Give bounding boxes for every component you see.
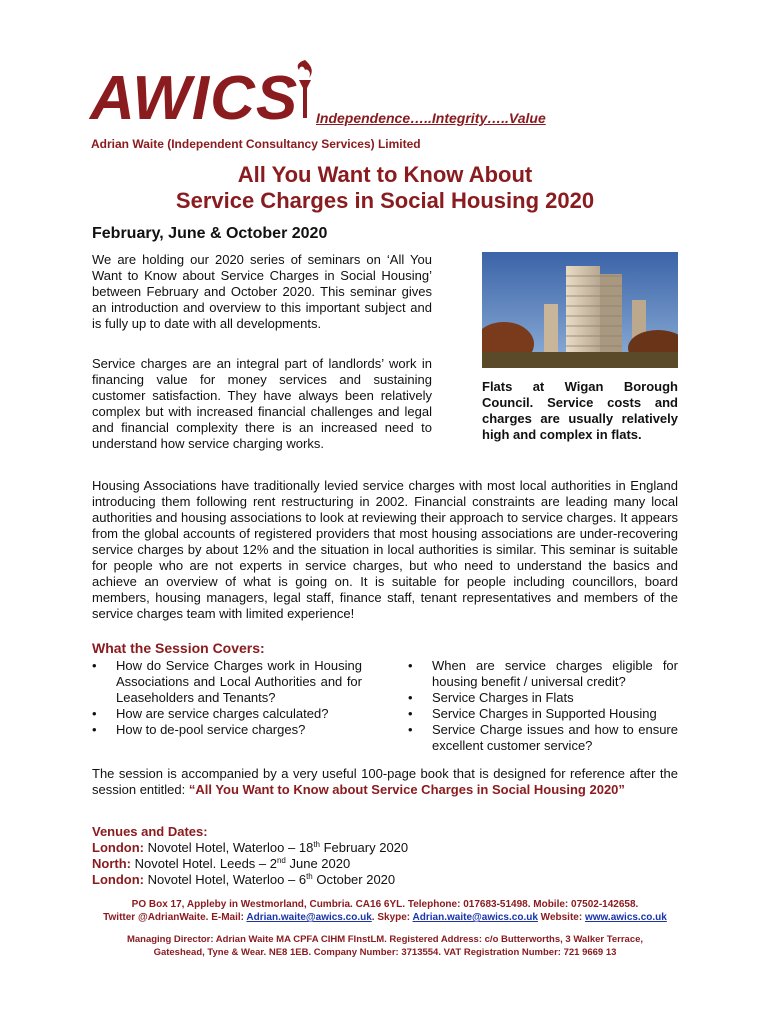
venues-section [92, 824, 408, 888]
covers-list-right [408, 658, 678, 754]
email-link[interactable]: Adrian.waite@awics.co.uk [246, 912, 372, 923]
intro-paragraph-1: We are holding our 2020 series of seminars on ‘All You Want to Know about Service Charges in Social Housing’ between February and October 2020. This seminar gives an introduction and overview to this important subject and is fully up to date with all developments. [92, 252, 432, 331]
skype-link[interactable]: Adrian.waite@awics.co.uk [412, 912, 538, 923]
dates-heading: February, June & October 2020 [92, 225, 328, 242]
list-item: • How are service charges calculated? [92, 706, 362, 722]
company-name: Adrian Waite (Independent Consultancy Services) Limited [91, 137, 421, 151]
flats-photo [482, 252, 678, 368]
title-line-2: Service Charges in Social Housing 2020 [175, 188, 595, 213]
covers-heading: What the Session Covers: [92, 640, 265, 656]
covers-list-left [92, 658, 362, 738]
venue-row: London: Novotel Hotel, Waterloo – 18th February 2020 [92, 840, 409, 855]
title-line-1: All You Want to Know About [237, 162, 533, 187]
tagline: Independence…..Integrity…..Value [316, 110, 546, 126]
address-line: PO Box 17, Appleby in Westmorland, Cumbria. CA16 6YL. Telephone: 017683-51498. Mobile: 07502-142658. [131, 899, 639, 910]
venue-row: London: Novotel Hotel, Waterloo – 6th October 2020 [92, 872, 396, 887]
venue-row: North: Novotel Hotel. Leeds – 2nd June 2020 [92, 856, 351, 871]
website-link[interactable]: www.awics.co.uk [584, 912, 667, 923]
registration-footer [86, 933, 684, 959]
page-title [90, 162, 680, 214]
list-item: • Service Charges in Flats [408, 690, 678, 706]
book-title: “All You Want to Know about Service Charges in Social Housing 2020” [188, 782, 625, 797]
awics-logo-text: AWICS [90, 64, 299, 133]
list-item: • How to de-pool service charges? [92, 722, 362, 738]
venues-heading: Venues and Dates: [92, 824, 208, 839]
book-paragraph [92, 766, 678, 798]
list-item: • Service Charge issues and how to ensure excellent customer service? [408, 722, 678, 754]
book-text: The session is accompanied by a very useful 100-page book that is designed for reference after the session entitled: [92, 766, 678, 797]
contact-footer [86, 898, 684, 924]
intro-paragraph-2: Service charges are an integral part of landlords’ work in financing value for money services and sustaining customer satisfaction. They have always been relatively complex but with increased financial challenges and legal and financial complexity there is an increased need to understand how service charging works. [92, 356, 432, 451]
links-line: Twitter @AdrianWaite. E-Mail: Adrian.waite@awics.co.uk. Skype: Adrian.waite@awics.co.uk Website: www.awics.co.uk [103, 912, 667, 923]
company-number-line: Gateshead, Tyne & Wear. NE8 1EB. Company Number: 3713554. VAT Registration Number: 721 9669 13 [153, 947, 617, 958]
list-item: • When are service charges eligible for housing benefit / universal credit? [408, 658, 678, 690]
list-item: • Service Charges in Supported Housing [408, 706, 678, 722]
context-paragraph: Housing Associations have traditionally levied service charges with most local authorities in England introducing them following rent restructuring in 2002. Financial constraints are leading many local authorities and housing associations to look at reviewing their approach to service charges. It appears from the global accounts of registered providers that most housing associations are under-recovering service charges by about 12% and the situation in local authorities is similar. This seminar is suitable for people who are not experts in service charges, but who need to understand the basics and achieve an overview of what is going on. It is suitable for people including councillors, board members, housing managers, legal staff, finance staff, tenant representatives and members of the service charges team with limited experience! [92, 478, 678, 621]
list-item: • How do Service Charges work in Housing Associations and Local Authorities and for Leaseholders and Tenants? [92, 658, 362, 706]
photo-caption: Flats at Wigan Borough Council. Service costs and charges are usually relatively high and complex in flats. [482, 379, 678, 442]
director-line: Managing Director: Adrian Waite MA CPFA CIHM FInstLM. Registered Address: c/o Butterworths, 3 Walker Terrace, [126, 934, 644, 945]
